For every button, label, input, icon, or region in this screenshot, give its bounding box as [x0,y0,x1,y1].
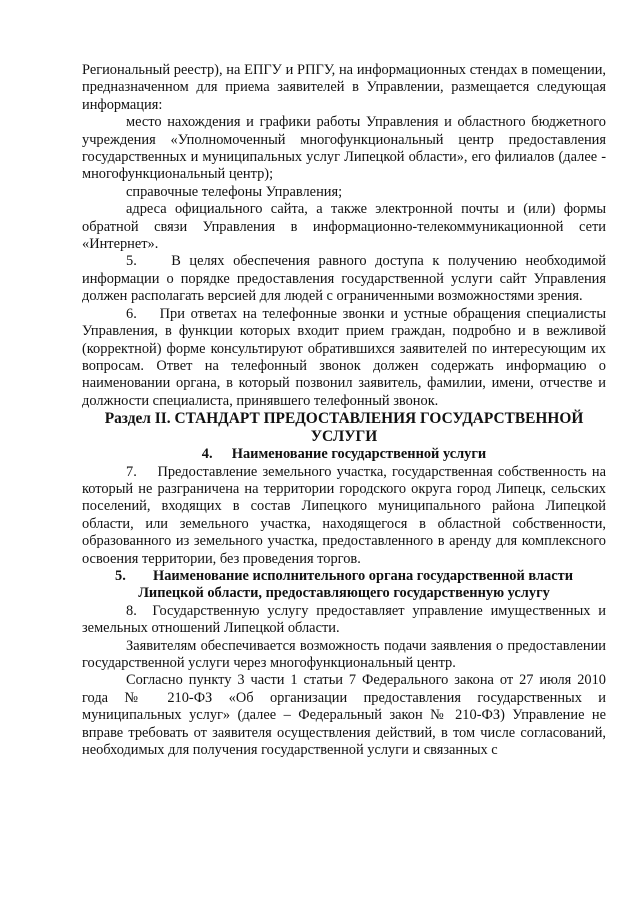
paragraph-8: 8. Государственную услугу предоставляет управление имущественных и земельных отношений Липецкой области. [82,602,606,637]
paragraph-applicants: Заявителям обеспечивается возможность подачи заявления о предоставлении государственной услуги через многофункциональный центр. [82,637,606,671]
paragraph-7: 7. Предоставление земельного участка, государственная собственность на который не разграничена на территории городского округа город Липецк, сельских поселений, входящих в состав Липецкого муниципального района Липецкой области, или земельного участка, находящегося в областной собственности, образованного из земельного участка, предоставленного в аренду для комплексного освоения территории, без проведения торгов. [82,463,606,567]
heading-4-title: Наименование государственной услуги [231,446,487,463]
heading-4 [82,446,606,463]
document-page [82,62,606,759]
section-heading: Раздел II. СТАНДАРТ ПРЕДОСТАВЛЕНИЯ ГОСУДАРСТВЕННОЙ УСЛУГИ [104,410,584,446]
heading-4-number: 4. [201,446,213,463]
heading-5 [82,568,606,603]
paragraph-federal-law: Согласно пункту 3 части 1 статьи 7 Федерального закона от 27 июля 2010 года № 210-ФЗ «Об организации предоставления государственных и муниципальных услуг» (далее – Федеральный закон № 210-ФЗ) Управление не вправе требовать от заявителя осуществления действий, в том числе согласований, необходимых для получения государственной услуги и связанных с [82,672,606,759]
paragraph-6: 6. При ответах на телефонные звонки и устные обращения специалисты Управления, в функции которых входит прием граждан, подробно и в вежливой (корректной) форме консультируют обратившихся заявителей по интересующим их вопросам. Ответ на телефонный звонок должен содержать информацию о наименовании органа, в который позвонил заявитель, фамилии, имени, отчестве и должности специалиста, принявшего телефонный звонок. [82,305,606,409]
paragraph-location: место нахождения и графики работы Управления и областного бюджетного учреждения «Уполномоченный многофункциональный центр предоставления государственных и муниципальных услуг Липецкой области», его филиалов (далее - многофункциональный центр); [82,114,606,183]
paragraph-addresses: адреса официального сайта, а также электронной почты и (или) формы обратной связи Управления в информационно-телекоммуникационной сети «Интернет». [82,201,606,253]
heading-5-number: 5. [115,567,126,584]
heading-5-title: Наименование исполнительного органа государственной власти Липецкой области, предоставляющего государственную услугу [138,567,573,602]
paragraph-registry: Региональный реестр), на ЕПГУ и РПГУ, на информационных стендах в помещении, предназначенном для приема заявителей в Управлении, размещается следующая информация: [82,62,606,113]
paragraph-phones: справочные телефоны Управления; [126,183,343,200]
paragraph-5: 5. В целях обеспечения равного доступа к получению необходимой информации о порядке предоставления государственной услуги сайт Управления должен располагать версией для людей с ограниченными возможностями зрения. [82,253,606,305]
